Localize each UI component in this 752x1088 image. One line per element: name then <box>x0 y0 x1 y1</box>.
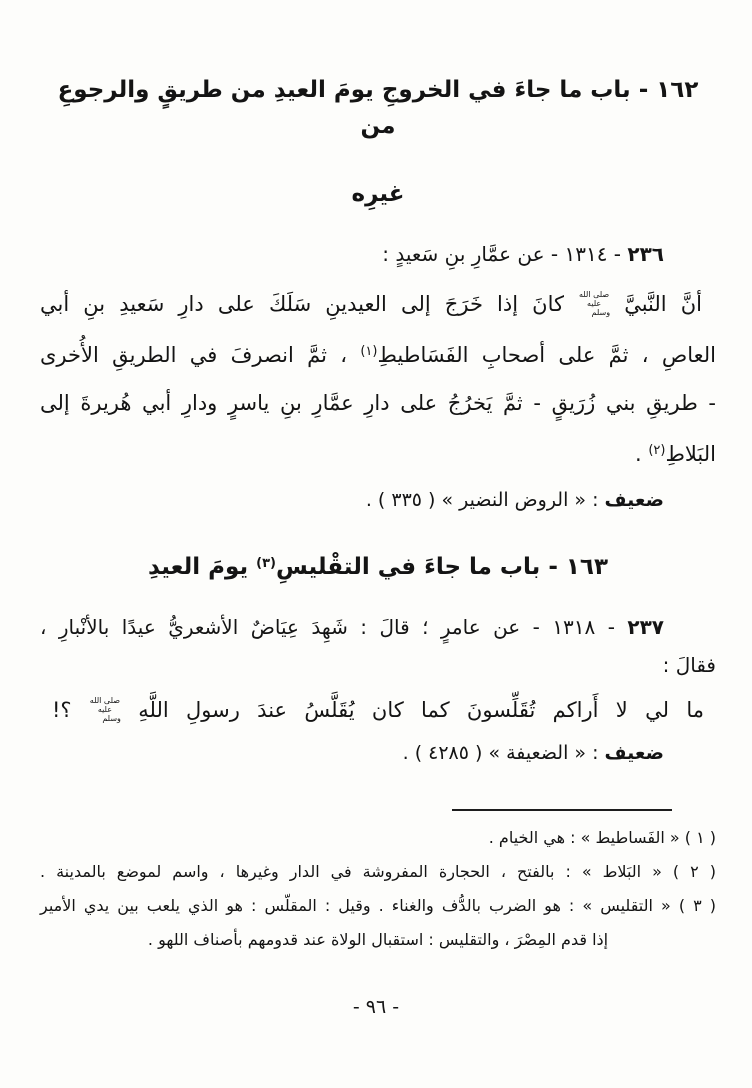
footnote-1: ( ١ ) « الفَساطيط » : هي الخيام . <box>488 828 716 847</box>
matn-text: ما لي لا أَراكم تُقَلِّسونَ كما كان يُقَلَّسُ عندَ رسولِ اللَّهِ <box>138 698 704 722</box>
hadith-236-body-line3 <box>40 379 716 427</box>
body-text: . <box>634 442 642 466</box>
chapter-163-title-b: يومَ العيدِ <box>148 554 249 580</box>
chapter-163-title <box>40 546 716 585</box>
footnote-ref-1: (١) <box>360 344 378 359</box>
footnotes-block <box>40 821 716 957</box>
body-text: ، ثمَّ انصرفَ في الطريقِ الأُخرى <box>40 343 348 367</box>
sallallahu-alayhi-wasallam-icon: صلى الله عليه وسلم <box>578 290 611 317</box>
footnote-ref-3: (٣) <box>256 556 276 571</box>
hadith-236-body-line4 <box>40 427 716 478</box>
hadith-237-number: ٢٣٧ <box>627 615 664 639</box>
hadith-237-grading <box>40 737 716 769</box>
footnote-3-line1: ( ٣ ) « التقليس » : هو الضرب بالدُّف والغناء . وقيل : المقلّس : هو الذي يلعب بين يدي الأمير <box>40 896 717 915</box>
hadith-236-grading <box>40 484 716 516</box>
hadith-237-isnad: - ١٣١٨ - عن عامرٍ ؛ قالَ : شَهِدَ عِيَاضٌ الأشعريُّ عيدًا بالأنْبارِ ، <box>40 615 615 639</box>
body-text: البَلاطِ <box>665 442 716 466</box>
grading-label: ضعيف <box>604 742 664 764</box>
sallallahu-alayhi-wasallam-icon: صلى الله عليه وسلم <box>89 696 121 723</box>
body-text: - طريقِ بني زُرَيقٍ - ثمَّ يَخرُجُ على دارِ عمَّارِ بنِ ياسرٍ ودارِ أبي هُريرةَ إلى <box>40 391 716 415</box>
body-text: كانَ إذا خَرَجَ إلى العيدينِ سَلَكَ على دارِ سَعيدِ بنِ أبي <box>40 292 564 316</box>
matn-text: ؟! <box>52 698 72 722</box>
grading-text: : « الضعيفة » ( ٤٢٨٥ ) . <box>402 742 599 764</box>
body-text: أنَّ النَّبيَّ <box>624 292 702 316</box>
hadith-237-matn <box>40 689 716 731</box>
grading-label: ضعيف <box>604 489 664 511</box>
hadith-236-body-line2 <box>40 328 716 379</box>
footnote-2: ( ٢ ) « البَلاط » : بالفتح ، الحجارة المفروشة في الدار وغيرها ، واسم لموضع بالمدينة . <box>40 862 717 881</box>
footnote-separator <box>452 809 672 811</box>
chapter-162-title-line2: غيرِه <box>351 181 405 207</box>
hadith-237-header <box>40 611 716 643</box>
page-number: - ٩٦ - <box>352 996 400 1018</box>
hadith-236-header <box>40 238 716 270</box>
hadith-237-faqala: فقالَ : <box>662 653 716 677</box>
chapter-162-title <box>40 72 716 212</box>
body-text: العاصِ ، ثمَّ على أصحابِ الفَسَاطيطِ <box>377 343 716 367</box>
footnote-ref-2: (٢) <box>648 443 666 458</box>
grading-text: : « الروض النضير » ( ٣٣٥ ) . <box>365 489 599 511</box>
chapter-162-title-line1: ١٦٢ - باب ما جاءَ في الخروجِ يومَ العيدِ من طريقٍ والرجوعِ من <box>57 77 699 139</box>
hadith-236-body <box>40 280 716 478</box>
footnote-3-line2: إذا قدم المِصْرَ ، والتقليس : استقبال الولاة عند قدومهم بأصناف اللهو . <box>147 930 609 949</box>
hadith-236-isnad: - ١٣١٤ - عن عمَّارِ بنِ سَعيدٍ : <box>382 242 622 266</box>
hadith-236-body-line1 <box>40 280 716 328</box>
chapter-163-title-a: ١٦٣ - باب ما جاءَ في التقْليسِ <box>275 554 608 580</box>
hadith-236-number: ٢٣٦ <box>627 242 664 266</box>
